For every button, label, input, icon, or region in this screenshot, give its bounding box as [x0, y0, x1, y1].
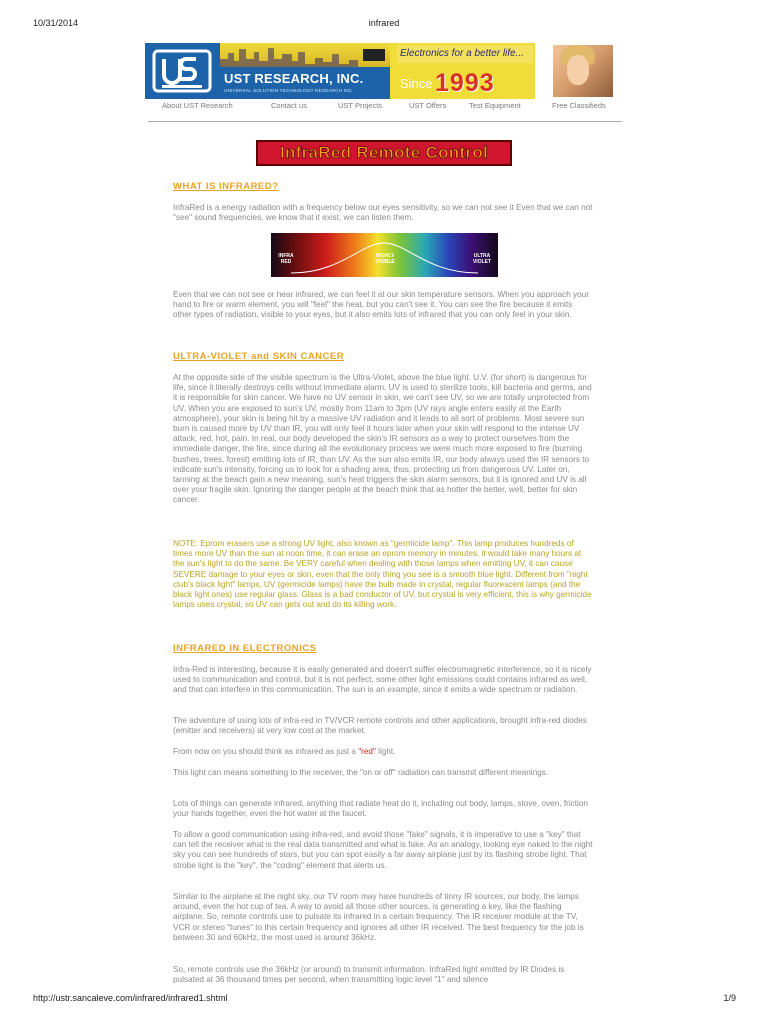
chip-icon — [363, 49, 385, 61]
print-date: 10/31/2014 — [33, 18, 79, 28]
uv-note: NOTE: Eprom erasers use a strong UV light, also known as "germicide lamp". This lamp produces hundreds of times more UV than the sun at noon time, it can erase an eprom memory in minutes, it would take many hours at the sun's light to do the same. Be VERY careful when dealing with those lamps when emitting UV, it can cause SEVERE damage to your eyes or skin, even that the only thing you see is a smooth blue light. Different from "night club's black light" lamps, UV (germicide lamps) have the bulb made in crystal, regular fluorescent lamps (and the black light ones) use regular glass. Glass is a bad conductor of UV, but crystal is very efficient, this is why germicide lamps uses crystal, so UV can gets out and do its killing work. — [173, 539, 592, 610]
tagline: Electronics for a better life... — [400, 48, 524, 59]
heading-infrared-electronics: INFRARED IN ELECTRONICS — [173, 643, 317, 654]
what-paragraph-2: Even that we can not see or hear infrared, we can feel it at our skin temperature sensors. When you approach your hand to fire or warm element, you will "feel" the heat, but you can't see it. You can see the fire because it emits other types of radiation, visible to your eyes, but it also emits lots of infrared that you can only feel in your skin. — [173, 290, 589, 320]
nav-contact[interactable]: Contact us — [271, 101, 307, 110]
uv-paragraph-1: At the opposite side of the visible spectrum is the Ultra-Violet, above the blue light. U.V. (for short) is dangerous for life, since it literally destroys cells without immediate alarm. UV is used to sterilize tools, kill bacteria and germs, and it is responsible for skin cancer. We have no UV sensor in skin, we can't see UV, so we are totally unprotected from UV. When you are exposed to sun's UV, mostly from 11am to 3pm (UV rays angle enters easily at the Earth atmosphere), your skin is being hit by a massive UV radiation and it leads to all sort of problems. Most severe sun burn is caused more by UV than IR, you will only feel it hours later when your skin will respond to the intense UV attack, red, hot, pain. In real, our body developed the skin's IR sensors as a way to protect ourselves from the immediate danger, the fire, since during all the evolutionary process we were much more exposed to fire (burning bushes, trees, forest) emitting lots of IR, than UV. As the sun also emits IR, our body always used the IR sensors to indicate sun's intensity, forcing us to look for a shading area, thus, protecting us from dangerous UV. Later on, tanning at the beach gain a new meaning, sun's heat triggers the skin alarm sensors, but it is ignored and UV is all over your fragile skin. Ignoring the danger people at the beach think that as hotter the better, well, better for skin cancer. — [173, 373, 592, 505]
spectrum-label-infrared: INFRA RED — [278, 253, 294, 265]
print-footer — [0, 993, 768, 1007]
elec-paragraph-6: To allow a good communication using infra-red, and avoid those "fake" signals, it is imperative to use a "key" that can tell the receiver what is the real data transmitted and what is fake. As an analogy, looking eye naked to the night sky you can see hundreds of stars, but you can spot easily a far away airplane just by its flashing strobe light. That strobe light is the "key", the "coding" element that alerts us. — [173, 830, 593, 870]
elec-paragraph-8: So, remote controls use the 36kHz (or around) to transmit information. InfraRed light emitted by IR Diodes is pulsated at 36 thousand times per second, when transmitting logic level "1" and silence — [173, 965, 565, 985]
title-banner-text: InfraRed Remote Control — [279, 143, 489, 162]
heading-what-is-infrared: WHAT IS INFRARED? — [173, 181, 279, 192]
top-nav — [0, 101, 768, 113]
nav-projects[interactable]: UST Projects — [338, 101, 383, 110]
what-paragraph-1: InfraRed is a energy radiation with a frequency below our eyes sensitivity, so we can not see it Even that we can not "see" sound frequencies, we know that it exist, we can listen them. — [173, 203, 593, 223]
elec-paragraph-2: The adventure of using lots of infra-red in TV/VCR remote controls and other applications, brought infra-red diodes (emitter and receivers) at very low cost at the market. — [173, 716, 587, 736]
print-title: infrared — [368, 18, 400, 28]
print-header — [0, 18, 768, 32]
ust-banner[interactable] — [145, 43, 535, 99]
woman-photo — [553, 45, 613, 97]
company-block — [220, 67, 390, 99]
company-name: UST RESEARCH, INC. — [224, 71, 364, 86]
nav-test-equipment[interactable]: Test Equipment — [469, 101, 521, 110]
red-word: "red" — [358, 747, 376, 756]
spectrum-label-visible: HIGHLY VISIBLE — [375, 253, 395, 265]
elec-paragraph-1: Infra-Red is interesting, because it is easily generated and doesn't suffer electromagnetic interference, so it is nicely used to communication and control, but it is not perfect, some other light emissions could contains infrared as well, and that can interfere in this communication. The sun is an example, since it emits a wide spectrum or radiation. — [173, 665, 592, 695]
ust-logo — [145, 43, 220, 99]
print-url[interactable]: http://ustr.sancaleve.com/infrared/infrared1.shtml — [33, 993, 228, 1003]
elec-paragraph-7: Similar to the airplane at the night sky, our TV room may have hundreds of tinny IR sources, our body, the lamps around, even the hot cup of tea. A way to avoid all those other sources, is generating a key, like the flashing airplane. So, remote controls use to pulsate its infrared in a certain frequency. The IR receiver module at the TV, VCR or stereo "tunes" to this certain frequency and ignores all other IR received. The best frequency for the job is between 30 and 60kHz, the most used is around 36kHz. — [173, 892, 584, 942]
elec-paragraph-3: From now on you should think as infrared as just a "red" light. — [173, 747, 396, 756]
heading-ultraviolet: ULTRA-VIOLET and SKIN CANCER — [173, 351, 345, 362]
nav-offers[interactable]: UST Offers — [409, 101, 447, 110]
spectrum-image — [271, 233, 498, 277]
since-year: 1993 — [435, 69, 495, 97]
title-banner — [256, 140, 512, 166]
ust-logo-icon — [152, 49, 212, 93]
elec-paragraph-5: Lots of things can generate infrared, anything that radiate heat do it, including out body, lamps, stove, oven, friction your hands together, even the hot water at the faucet. — [173, 799, 588, 819]
tagline-box — [397, 45, 533, 63]
header-divider — [148, 121, 622, 122]
company-subtitle: UNIVERSAL SOLUTION TECHNOLOGY RESEARCH INC. — [224, 88, 354, 93]
since-label: Since — [400, 76, 433, 91]
spectrum-label-ultraviolet: ULTRA VIOLET — [472, 253, 492, 265]
print-page-number: 1/9 — [723, 993, 736, 1003]
nav-about[interactable]: About UST Research — [162, 101, 233, 110]
elec-paragraph-4: This light can means something to the receiver, the "on or off" radiation can transmit different meanings. — [173, 768, 549, 777]
nav-classifieds[interactable]: Free Classifieds — [552, 101, 606, 110]
